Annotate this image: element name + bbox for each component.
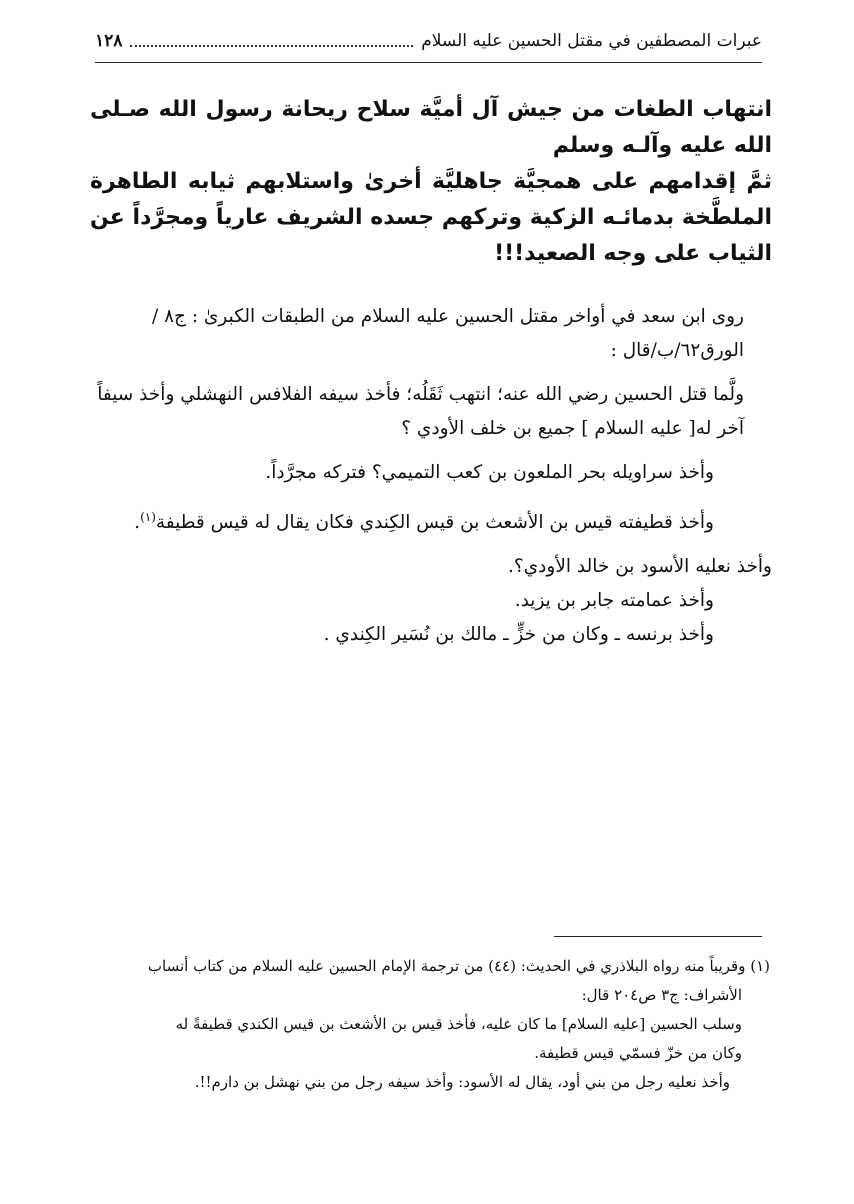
running-header-title: عبرات المصطفين في مقتل الحسين عليه السلام xyxy=(421,31,762,51)
paragraph-3-end: . xyxy=(134,512,141,534)
section-heading xyxy=(90,92,772,272)
paragraph-6: وأخذ برنسه ـ وكان من خزٍّ ـ مالك بن نُسَير الكِندي . xyxy=(323,624,714,646)
header-rule xyxy=(95,62,762,63)
running-header xyxy=(95,24,762,58)
page-number: ١٢٨ xyxy=(95,31,123,51)
footnote-1-line-2: الأشراف: ج٣ ص٢٠٤ قال: xyxy=(581,986,742,1004)
footnote-1-line-1: (١) وقريباً منه رواه البلاذري في الحديث: (٤٤) من ترجمة الإمام الحسين عليه السلام من كتاب أنساب xyxy=(147,957,770,975)
heading-line-1: انتهاب الطغات من جيش آل أميَّة سلاح ريحانة رسول الله صـلى الله عليه وآلـه وسلم xyxy=(90,97,772,158)
paragraph-4: وأخذ نعليه الأسود بن خالد الأودي؟. xyxy=(507,556,772,578)
header-leader-dots xyxy=(130,35,413,47)
paragraph-2: وأخذ سراويله بحر الملعون بن كعب التميمي؟ فتركه مجرَّداً. xyxy=(265,462,714,483)
footnote-1-line-4: وكان من خزّ فسمّي قيس قطيفة. xyxy=(534,1044,742,1062)
intro-paragraph: روى ابن سعد في أواخر مقتل الحسين عليه السلام من الطبقات الكبرىٰ : ج٨ / الورق٦٢/ب/قال : xyxy=(151,306,744,361)
footnote-rule xyxy=(554,936,762,937)
footnotes xyxy=(72,952,770,1097)
paragraph-3-text: وأخذ قطيفته قيس بن الأشعث بن قيس الكِندي فكان يقال له قيس قطيفة xyxy=(155,512,714,534)
paragraph-5: وأخذ عمامته جابر بن يزيد. xyxy=(514,590,714,612)
paragraph-1: ولَّما قتل الحسين رضي الله عنه؛ انتهب ثَقَلُه؛ فأخذ سيفه الفلافس النهشلي وأخذ سيفاً آخر له[ عليه السلام ] جميع بن خلف الأودي ؟ xyxy=(97,384,744,439)
paragraph-3 xyxy=(80,500,772,540)
footnote-1-line-5: وأخذ نعليه رجل من بني أود، يقال له الأسود: وأخذ سيفه رجل من بني نهشل بن دارم!!. xyxy=(194,1073,730,1091)
body-text xyxy=(80,300,772,652)
heading-line-2: ثمَّ إقدامهم على همجيَّة جاهليَّة أخرىٰ واستلابهم ثيابه الطاهرة الملطَّخة بدمائـه الزكية وتركهم جسده الشريف عارياً ومجرَّداً عن الثياب على وجه الصعيد!!! xyxy=(90,169,772,266)
footnote-marker: (١) xyxy=(140,510,156,524)
footnote-1-line-3: وسلب الحسين [عليه السلام] ما كان عليه، فأخذ قيس بن الأشعث بن قيس الكندي قطيفةً له xyxy=(175,1015,742,1033)
